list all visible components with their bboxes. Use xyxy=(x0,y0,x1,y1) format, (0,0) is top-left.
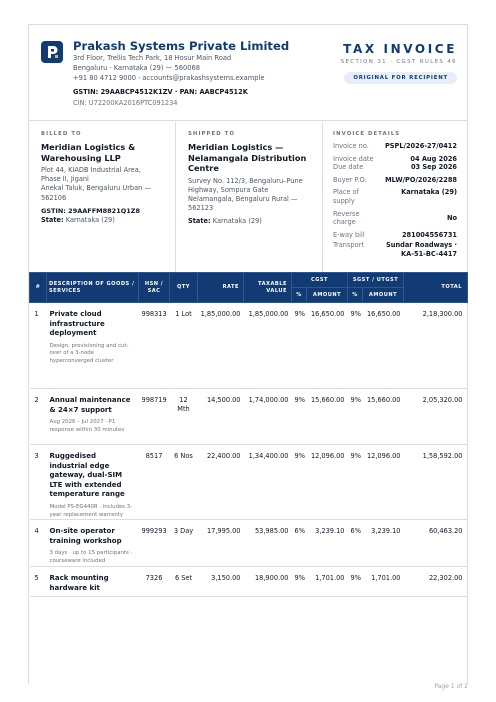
invoice-sheet xyxy=(28,24,468,684)
col-taxable-header: TAXABLE VALUE xyxy=(244,273,292,303)
detail-value: Karnataka (29) xyxy=(401,188,457,197)
row-description xyxy=(47,389,139,445)
billed-to-address-line: Phase II, Jigani xyxy=(41,175,89,184)
row-total: 2,05,320.00 xyxy=(404,389,468,445)
shipped-to-state xyxy=(188,217,312,226)
invoice-title: TAX INVOICE xyxy=(343,42,457,56)
row-sgst-pct: 9% xyxy=(348,389,363,445)
detail-row-transport xyxy=(333,241,457,258)
row-hsn: 998313 xyxy=(139,303,170,389)
col-total-header: TOTAL xyxy=(404,273,468,303)
detail-key: Reverse charge xyxy=(333,209,360,227)
item-name: Private cloud infrastructure deployment xyxy=(49,310,105,338)
row-taxable: 1,34,400.00 xyxy=(244,445,292,520)
row-description xyxy=(47,567,139,597)
row-cgst-amount: 16,650.00 xyxy=(307,303,348,389)
row-cgst-amount: 15,660.00 xyxy=(307,389,348,445)
shipped-to-address-line: Survey No. 112/3, Bengaluru–Pune xyxy=(188,176,303,185)
table-header-row xyxy=(30,273,468,288)
billed-to-label: BILLED TO xyxy=(41,131,82,137)
row-cgst-pct: 6% xyxy=(292,520,307,567)
cgst-pct-header: % xyxy=(292,288,307,303)
parties-section xyxy=(29,122,467,272)
item-note: Aug 2026 – Jul 2027 · P1 response within 30 minutes xyxy=(49,419,125,433)
shipped-to-address-line: Nelamangala, Bengaluru Rural — xyxy=(188,194,298,203)
detail-row-eway-bill xyxy=(333,231,457,240)
billed-to-address xyxy=(41,166,165,203)
row-total: 60,463.20 xyxy=(404,520,468,567)
sgst-amount-header: AMOUNT xyxy=(363,288,404,303)
row-description xyxy=(47,520,139,567)
col-index-header: # xyxy=(30,273,47,303)
table-row xyxy=(30,445,468,520)
item-name: Ruggedised industrial edge gateway, dual-SIM LTE with extended temperature range xyxy=(49,452,125,499)
col-rate-header: RATE xyxy=(198,273,244,303)
row-hsn: 8517 xyxy=(139,445,170,520)
item-note: Model PS-EG440R · includes 3-year replacement warranty xyxy=(49,503,133,518)
sgst-pct-header: % xyxy=(348,288,363,303)
row-cgst-pct: 9% xyxy=(292,389,307,445)
col-sgst-header: SGST / UTGST xyxy=(348,273,404,288)
row-sgst-amount: 3,239.10 xyxy=(363,520,404,567)
item-name: On-site operator training workshop xyxy=(49,527,122,545)
invoice-subtitle: SECTION 31 · CGST RULES 46 xyxy=(340,59,457,65)
detail-key: E-way bill xyxy=(333,230,365,239)
row-total: 1,58,592.00 xyxy=(404,445,468,520)
billed-to-name: Meridian Logistics & Warehousing LLP xyxy=(41,142,136,163)
row-total: 22,302.00 xyxy=(404,567,468,597)
row-taxable: 1,85,000.00 xyxy=(244,303,292,389)
row-index: 1 xyxy=(30,303,47,389)
row-sgst-amount: 16,650.00 xyxy=(363,303,404,389)
row-index: 5 xyxy=(30,567,47,597)
billed-to-block xyxy=(29,122,176,272)
state-value: Karnataka (29) xyxy=(212,217,262,226)
row-rate: 3,150.00 xyxy=(198,567,244,597)
col-cgst-header: CGST xyxy=(292,273,348,288)
row-taxable: 18,900.00 xyxy=(244,567,292,597)
row-total: 2,18,300.00 xyxy=(404,303,468,389)
row-sgst-amount: 15,660.00 xyxy=(363,389,404,445)
row-index: 3 xyxy=(30,445,47,520)
detail-key: Transport xyxy=(333,241,364,250)
shipped-to-address-line: 562123 xyxy=(188,204,214,213)
row-index: 2 xyxy=(30,389,47,445)
shipped-to-block xyxy=(176,122,323,272)
billed-to-gstin: GSTIN: 29AAFFM8821Q1Z8 xyxy=(41,206,141,215)
detail-key: Invoice no. xyxy=(333,142,369,150)
row-rate: 14,500.00 xyxy=(198,389,244,445)
row-sgst-pct: 6% xyxy=(348,520,363,567)
cgst-amount-header: AMOUNT xyxy=(307,288,348,303)
company-name: Prakash Systems Private Limited xyxy=(73,39,290,53)
company-address-line2: Bengaluru · Karnataka (29) — 560068 xyxy=(73,64,200,72)
row-rate: 1,85,000.00 xyxy=(198,303,244,389)
col-hsn-header: HSN / SAC xyxy=(139,273,170,303)
row-qty: 6 Set xyxy=(170,567,198,597)
detail-value: 281004556731 xyxy=(401,230,457,239)
item-note: Design, provisioning and cut-over of a 3-node hyperconverged cluster xyxy=(49,342,129,364)
detail-value: No xyxy=(446,213,457,222)
company-gstin-pan: GSTIN: 29AABCP4512K1ZV · PAN: AABCP4512K xyxy=(73,88,248,96)
row-hsn: 998719 xyxy=(139,389,170,445)
row-description xyxy=(47,303,139,389)
detail-row-buyer-po xyxy=(333,176,457,185)
table-row xyxy=(30,567,468,597)
row-taxable: 1,74,000.00 xyxy=(244,389,292,445)
detail-value: 04 Aug 2026 xyxy=(410,154,457,163)
detail-row-place-of-supply xyxy=(333,188,457,205)
detail-value: PSPL/2026-27/0412 xyxy=(384,142,457,150)
company-cin: CIN: U72200KA2016PTC091234 xyxy=(73,99,178,107)
row-qty: 3 Day xyxy=(170,520,198,567)
state-value: Karnataka (29) xyxy=(65,215,115,224)
row-sgst-amount: 12,096.00 xyxy=(363,445,404,520)
detail-row-invoice-date xyxy=(333,155,457,164)
detail-value: Sundar Roadways · KA-51-BC-4417 xyxy=(386,241,457,258)
billed-to-address-line: 562106 xyxy=(41,193,67,202)
page-number: Page 1 of 2 xyxy=(434,683,468,690)
row-rate: 22,400.00 xyxy=(198,445,244,520)
item-name: Annual maintenance & 24×7 support xyxy=(49,396,131,414)
invoice-header xyxy=(29,25,467,121)
billed-to-state xyxy=(41,216,165,225)
shipped-to-name: Meridian Logistics — Nelamangala Distribution Centre xyxy=(188,142,307,173)
shipped-to-address xyxy=(188,177,312,214)
company-address-line1: 3rd Floor, Trellis Tech Park, 18 Hosur Main Road xyxy=(73,54,232,62)
row-cgst-pct: 9% xyxy=(292,445,307,520)
detail-key: Buyer P.O. xyxy=(333,175,367,184)
row-cgst-amount: 12,096.00 xyxy=(307,445,348,520)
company-contact: +91 80 4712 9000 · accounts@prakashsystems.example xyxy=(73,74,265,82)
detail-key: Place of supply xyxy=(333,188,359,205)
row-sgst-pct: 9% xyxy=(348,567,363,597)
detail-key: Invoice date xyxy=(333,154,374,163)
row-index: 4 xyxy=(30,520,47,567)
item-note: 3 days · up to 15 participants · courseware included xyxy=(49,550,133,564)
detail-key: Due date xyxy=(333,163,364,172)
row-hsn: 999293 xyxy=(139,520,170,567)
state-label: State: xyxy=(41,215,64,224)
row-taxable: 53,985.00 xyxy=(244,520,292,567)
company-logo-icon xyxy=(41,41,63,63)
billed-to-address-line: Plot 44, KIADB Industrial Area, xyxy=(41,166,141,174)
table-row xyxy=(30,303,468,389)
state-label: State: xyxy=(188,217,211,226)
row-qty: 1 Lot xyxy=(170,303,198,389)
col-qty-header: QTY xyxy=(170,273,198,303)
row-cgst-amount: 1,701.00 xyxy=(307,567,348,597)
row-rate: 17,995.00 xyxy=(198,520,244,567)
line-items-table xyxy=(29,272,468,597)
row-sgst-pct: 9% xyxy=(348,445,363,520)
original-badge: ORIGINAL FOR RECIPIENT xyxy=(344,72,457,84)
detail-row-reverse-charge xyxy=(333,210,457,227)
row-qty: 6 Nos xyxy=(170,445,198,520)
row-qty: 12 Mth xyxy=(170,389,198,445)
row-cgst-pct: 9% xyxy=(292,303,307,389)
detail-row-due-date xyxy=(333,163,457,172)
detail-row-invoice-no xyxy=(333,142,457,151)
detail-value: MLW/PO/2026/2288 xyxy=(385,175,457,184)
table-row xyxy=(30,389,468,445)
invoice-details-label: INVOICE DETAILS xyxy=(333,131,401,137)
table-row xyxy=(30,520,468,567)
row-sgst-pct: 9% xyxy=(348,303,363,389)
item-name: Rack mounting hardware kit xyxy=(49,574,109,592)
shipped-to-address-line: Highway, Sompura Gate xyxy=(188,185,269,194)
col-description-header: DESCRIPTION OF GOODS / SERVICES xyxy=(47,273,139,303)
billed-to-address-line: Anekal Taluk, Bengaluru Urban — xyxy=(41,184,152,193)
row-cgst-amount: 3,239.10 xyxy=(307,520,348,567)
invoice-details-block xyxy=(323,122,467,272)
detail-value: 03 Sep 2026 xyxy=(410,163,457,172)
row-description xyxy=(47,445,139,520)
shipped-to-label: SHIPPED TO xyxy=(188,131,235,137)
row-cgst-pct: 9% xyxy=(292,567,307,597)
row-sgst-amount: 1,701.00 xyxy=(363,567,404,597)
row-hsn: 7326 xyxy=(139,567,170,597)
